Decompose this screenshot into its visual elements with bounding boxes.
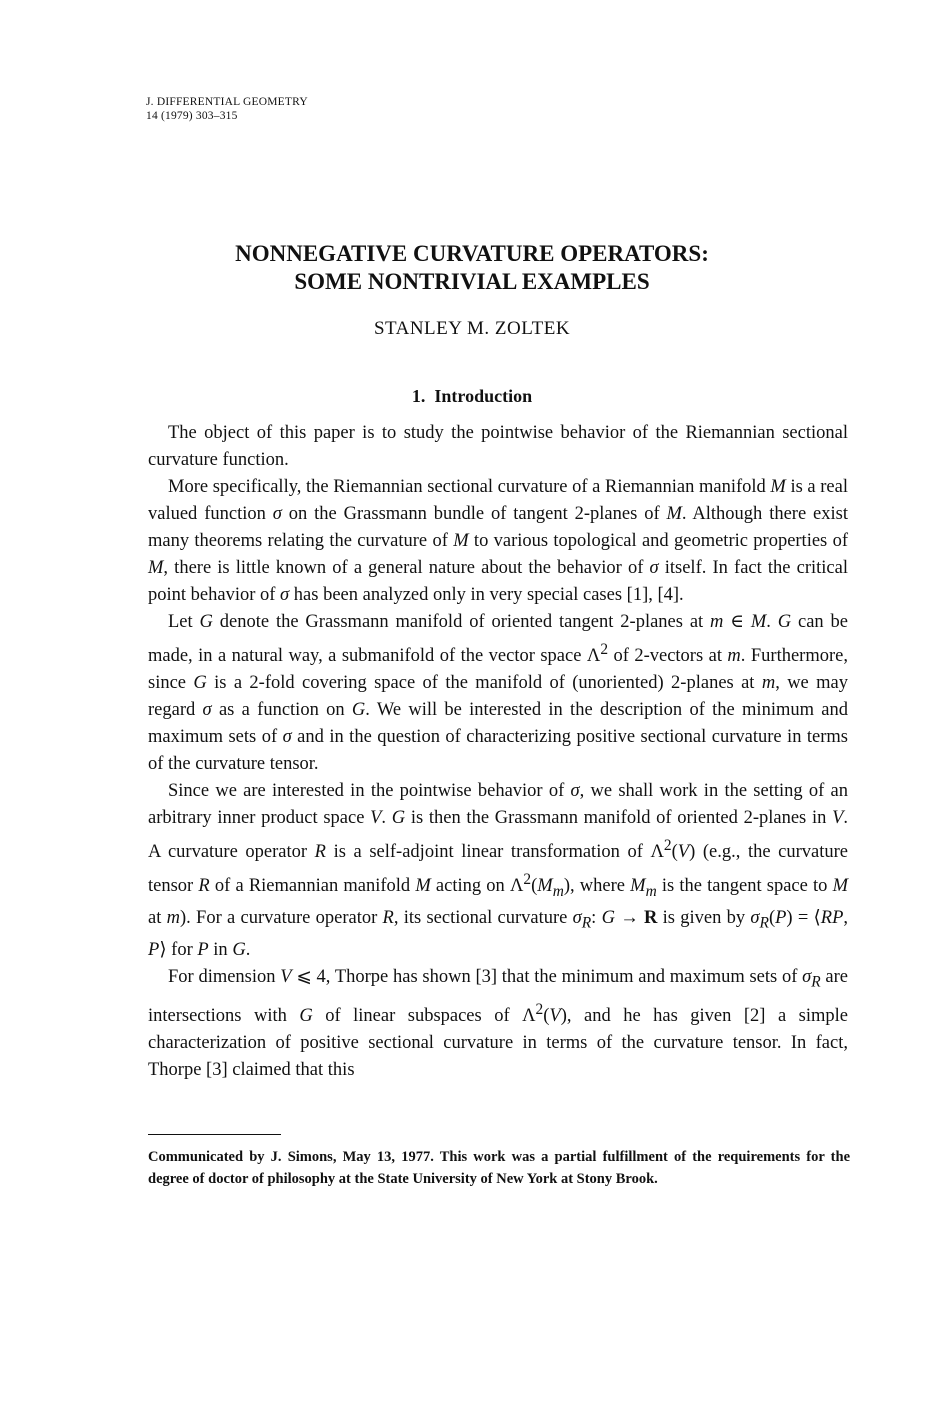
text-span: is a real valued function (148, 477, 848, 524)
subscript: R (811, 973, 821, 991)
math-symbol: G (391, 808, 406, 829)
text-span: are intersections with (148, 966, 848, 1026)
math-symbol: G (232, 939, 246, 960)
footnote: Communicated by J. Simons, May 13, 1977. This work was a partial fulfillment of the requirements for the degree of doctor of philosophy at the State University of New York at Stony Brook. (148, 1149, 850, 1187)
math-symbol: G (299, 1005, 313, 1026)
text-span: : (591, 908, 602, 929)
math-symbol: R (644, 908, 658, 929)
text-span: acting on Λ (430, 876, 524, 897)
math-symbol: G (199, 612, 213, 632)
math-symbol: σ (572, 908, 582, 929)
text-span: , its sectional curvature (393, 908, 573, 929)
superscript: 2 (535, 1000, 544, 1018)
math-symbol: M (537, 876, 553, 897)
superscript: 2 (600, 641, 609, 658)
text-span: is then the Grassmann manifold of oriented 2-planes in (405, 808, 833, 829)
math-symbol: P (197, 939, 209, 960)
math-symbol: M (148, 558, 164, 578)
text-span: at (148, 908, 167, 929)
text-span: of a Riemannian manifold (209, 876, 416, 897)
math-symbol: M (832, 876, 848, 897)
math-symbol: σ (802, 966, 812, 987)
text-span: as a function on (211, 700, 352, 721)
text-span: . (766, 612, 778, 632)
text-span: ( (768, 908, 776, 929)
body-text (148, 420, 848, 1084)
text-span: in (208, 939, 233, 960)
math-symbol: R (314, 842, 326, 863)
text-span: ) = ⟨ (786, 908, 821, 929)
math-symbol: V (549, 1005, 561, 1026)
math-symbol: V (370, 808, 382, 829)
math-symbol: V (832, 808, 844, 829)
text-span: For dimension (168, 966, 281, 987)
text-span: ( (671, 842, 678, 863)
text-span: denote the Grassmann manifold of oriented tangent 2-planes at (212, 612, 711, 632)
text-span: ⩽ 4, Thorpe has shown [3] that the minimum and maximum sets of (291, 966, 803, 987)
text-span: on the Grassmann bundle of tangent 2-planes of (281, 504, 667, 524)
text-span: . A curvature operator (148, 808, 848, 863)
text-span: to various topological and geometric properties of (468, 531, 848, 551)
paragraph-2 (148, 474, 848, 609)
superscript: 2 (523, 871, 532, 889)
math-symbol: M (415, 876, 431, 897)
section-number: 1. (411, 386, 426, 406)
math-symbol: M (630, 876, 646, 897)
math-symbol: R (382, 908, 394, 929)
math-symbol: m ∈ M (710, 612, 767, 632)
text-span: More specifically, the Riemannian sectional curvature of a Riemannian manifold (168, 477, 771, 497)
text-span: Let (168, 612, 200, 632)
math-symbol: M (666, 504, 682, 524)
math-symbol: σ (282, 727, 292, 748)
math-symbol: σ (202, 700, 212, 721)
text-span: itself. In fact the critical point behavior of (148, 558, 848, 605)
math-symbol: G (777, 612, 792, 632)
superscript: 2 (663, 837, 672, 855)
text-span: is given by (657, 908, 751, 929)
math-symbol: M (770, 477, 786, 497)
text-span: . Furthermore, since (148, 646, 848, 694)
title-line-1: NONNEGATIVE CURVATURE OPERATORS: (235, 241, 709, 266)
text-span: , we may regard (148, 673, 848, 721)
math-symbol: R (198, 876, 210, 897)
subscript: R (581, 914, 592, 932)
text-span: has been analyzed only in very special cases [1], [4]. (289, 585, 684, 605)
math-symbol: G (193, 673, 207, 694)
paragraph-5 (148, 964, 848, 1084)
math-symbol: M (453, 531, 469, 551)
text-span: → (614, 908, 644, 929)
title-line-2: SOME NONTRIVIAL EXAMPLES (294, 269, 650, 294)
paragraph-3 (148, 609, 848, 778)
text-span: , there is little known of a general nature about the behavior of (163, 558, 650, 578)
subscript: R (759, 914, 769, 932)
journal-header (146, 95, 308, 123)
text-span: ), and he has given [2] a simple characterization of positive sectional curvature in terms of the curvature tensor. In fact, Thorpe [3] claimed that this (148, 1005, 848, 1080)
text-span: , (843, 908, 849, 929)
math-symbol: σ (272, 504, 282, 524)
text-span: ) (e.g., the curvature tensor (148, 842, 849, 897)
text-span: ). For a curvature operator (180, 908, 383, 929)
subscript: m (645, 883, 657, 901)
text-span: The object of this paper is to study the pointwise behavior of the Riemannian sectional curvature function. (148, 423, 848, 470)
text-span: and in the question of characterizing positive sectional curvature in terms of the curvature tensor. (148, 727, 849, 775)
journal-volume: 14 (1979) 303–315 (146, 110, 238, 122)
math-symbol: σ (649, 558, 659, 578)
math-symbol: σ (750, 908, 760, 929)
text-span: . (381, 808, 392, 829)
text-span: ( (543, 1005, 550, 1026)
math-symbol: G (351, 700, 366, 721)
paragraph-4 (148, 778, 848, 964)
math-symbol: V (280, 966, 292, 987)
paper-title (0, 240, 944, 296)
footnote-divider (148, 1134, 281, 1135)
author-name: STANLEY M. ZOLTEK (373, 318, 571, 339)
text-span: of linear subspaces of Λ (312, 1005, 536, 1026)
math-symbol: P (775, 908, 787, 929)
math-symbol: m (166, 908, 180, 929)
text-span: . We will be interested in the description of the minimum and maximum sets of (148, 700, 848, 748)
section-title: Introduction (434, 386, 533, 406)
math-symbol: σ (280, 585, 290, 605)
text-span: ( (531, 876, 538, 897)
text-span: , we shall work in the setting of an arbitrary inner product space (148, 781, 849, 829)
text-span: is a 2-fold covering space of the manifold of (unoriented) 2-planes at (206, 673, 762, 694)
text-span: ), where (563, 876, 631, 897)
journal-name: J. DIFFERENTIAL GEOMETRY (146, 96, 308, 108)
math-symbol: P (148, 939, 160, 960)
text-span: is a self-adjoint linear transformation of Λ (325, 842, 664, 863)
text-span: . (245, 939, 251, 960)
text-span: . Although there exist many theorems relating the curvature of (148, 504, 848, 551)
math-symbol: RP (820, 908, 844, 929)
text-span: Since we are interested in the pointwise behavior of (168, 781, 571, 802)
paragraph-1 (148, 420, 848, 474)
math-symbol: σ (570, 781, 580, 802)
math-symbol: m (727, 646, 741, 667)
section-heading (0, 386, 944, 407)
math-symbol: m (761, 673, 776, 694)
math-symbol: V (677, 842, 690, 863)
text-span: of 2-vectors at (608, 646, 728, 667)
subscript: m (552, 883, 564, 901)
text-span: can be made, in a natural way, a submanifold of the vector space Λ (148, 612, 849, 667)
text-span: ⟩ for (159, 939, 198, 960)
text-span: is the tangent space to (656, 876, 833, 897)
math-symbol: G (601, 908, 615, 929)
